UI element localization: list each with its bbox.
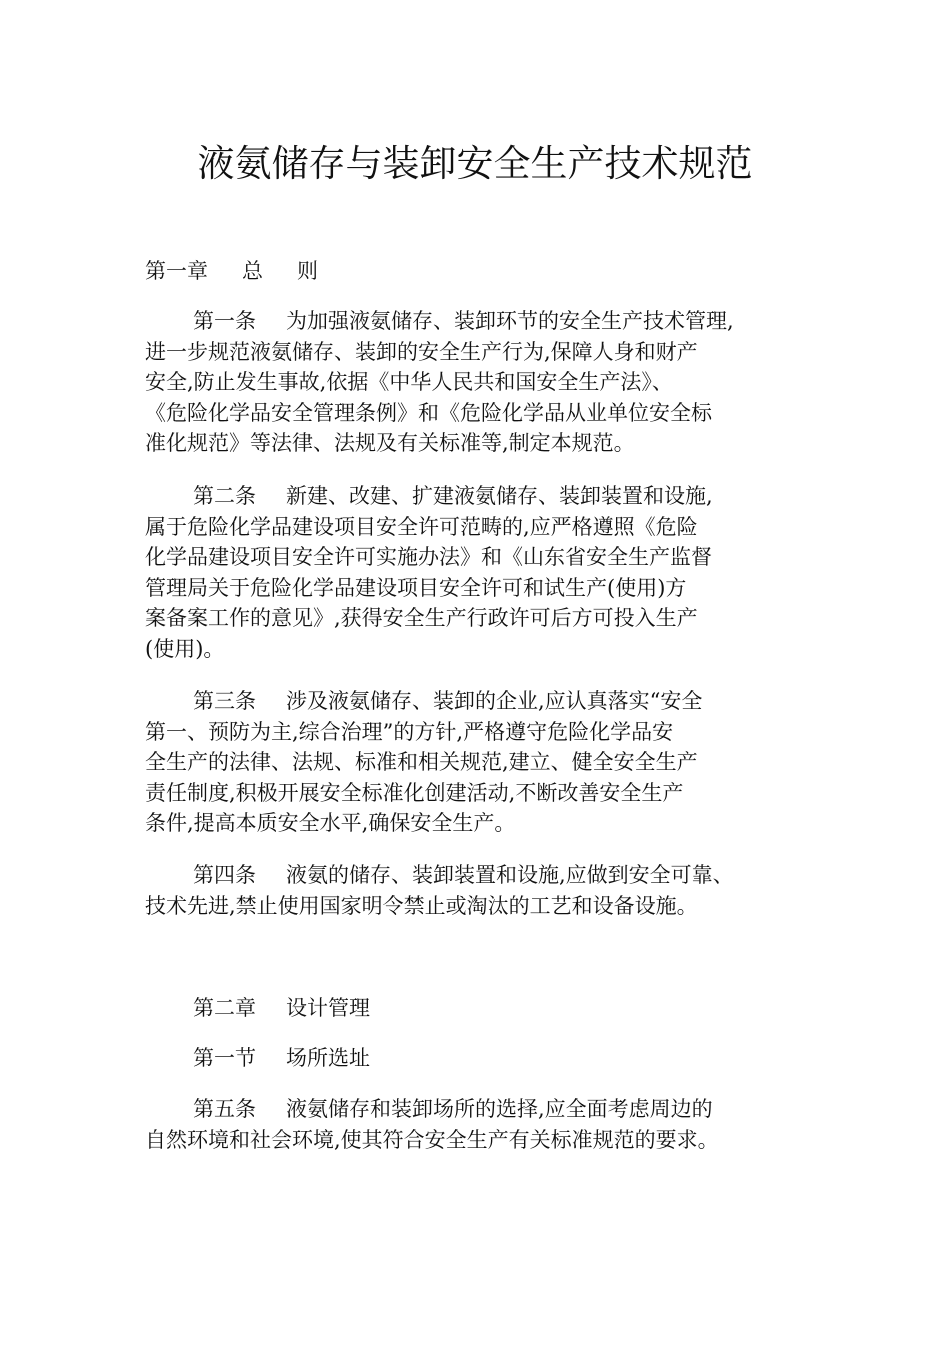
chapter-2-heading bbox=[145, 993, 765, 1024]
article-1-line: 为加强液氨储存、装卸环节的安全生产技术管理, bbox=[286, 309, 734, 333]
article-2-line: (使用)。 bbox=[145, 636, 225, 661]
article-3-label: 第三条 bbox=[193, 689, 256, 713]
chapter-2-name: 设计管理 bbox=[286, 996, 370, 1020]
article-1 bbox=[145, 306, 765, 459]
section-1-label: 第一节 bbox=[193, 1046, 256, 1070]
chapter-1-heading bbox=[145, 256, 765, 287]
document-title: 液氨储存与装卸安全生产技术规范 bbox=[197, 142, 753, 185]
article-5-label: 第五条 bbox=[193, 1097, 256, 1121]
article-5-line: 液氨储存和装卸场所的选择,应全面考虑周边的 bbox=[286, 1097, 713, 1121]
chapter-1-name-a: 总 bbox=[242, 259, 263, 283]
article-2-line: 管理局关于危险化学品建设项目安全许可和试生产(使用)方 bbox=[145, 575, 687, 600]
article-3-line: 全生产的法律、法规、标准和相关规范,建立、健全安全生产 bbox=[145, 750, 698, 774]
article-4 bbox=[145, 860, 765, 921]
chapter-1-name-b: 则 bbox=[297, 259, 318, 283]
article-2-line: 属于危险化学品建设项目安全许可范畴的,应严格遵照《危险 bbox=[145, 514, 698, 539]
article-2-line: 案备案工作的意见》,获得安全生产行政许可后方可投入生产 bbox=[145, 606, 698, 630]
article-3 bbox=[145, 686, 765, 839]
article-5 bbox=[145, 1094, 765, 1155]
article-2 bbox=[145, 481, 765, 664]
chapter-2-label: 第二章 bbox=[193, 996, 256, 1020]
section-1-name: 场所选址 bbox=[286, 1046, 370, 1070]
article-3-line: 涉及液氨储存、装卸的企业,应认真落实“安全 bbox=[286, 689, 703, 713]
article-3-line: 第一、预防为主,综合治理”的方针,严格遵守危险化学品安 bbox=[145, 719, 674, 744]
article-4-line: 液氨的储存、装卸装置和设施,应做到安全可靠、 bbox=[286, 863, 734, 887]
section-1-heading bbox=[145, 1043, 765, 1074]
article-5-line: 自然环境和社会环境,使其符合安全生产有关标准规范的要求。 bbox=[145, 1127, 719, 1152]
article-2-label: 第二条 bbox=[193, 484, 256, 508]
article-3-line: 责任制度,积极开展安全标准化创建活动,不断改善安全生产 bbox=[145, 780, 684, 805]
article-1-label: 第一条 bbox=[193, 309, 256, 333]
article-1-line: 进一步规范液氨储存、装卸的安全生产行为,保障人身和财产 bbox=[145, 339, 698, 364]
article-1-line: 准化规范》等法律、法规及有关标准等,制定本规范。 bbox=[145, 431, 635, 455]
article-2-line: 新建、改建、扩建液氨储存、装卸装置和设施, bbox=[286, 484, 713, 508]
article-1-line: 安全,防止发生事故,依据《中华人民共和国安全生产法》、 bbox=[145, 370, 673, 394]
article-2-line: 化学品建设项目安全许可实施办法》和《山东省安全生产监督 bbox=[145, 545, 712, 569]
chapter-1-label: 第一章 bbox=[145, 259, 208, 283]
article-3-line: 条件,提高本质安全水平,确保安全生产。 bbox=[145, 811, 516, 835]
article-1-line: 《危险化学品安全管理条例》和《危险化学品从业单位安全标 bbox=[145, 400, 712, 425]
article-4-label: 第四条 bbox=[193, 863, 256, 887]
article-4-line: 技术先进,禁止使用国家明令禁止或淘汰的工艺和设备设施。 bbox=[145, 893, 698, 918]
